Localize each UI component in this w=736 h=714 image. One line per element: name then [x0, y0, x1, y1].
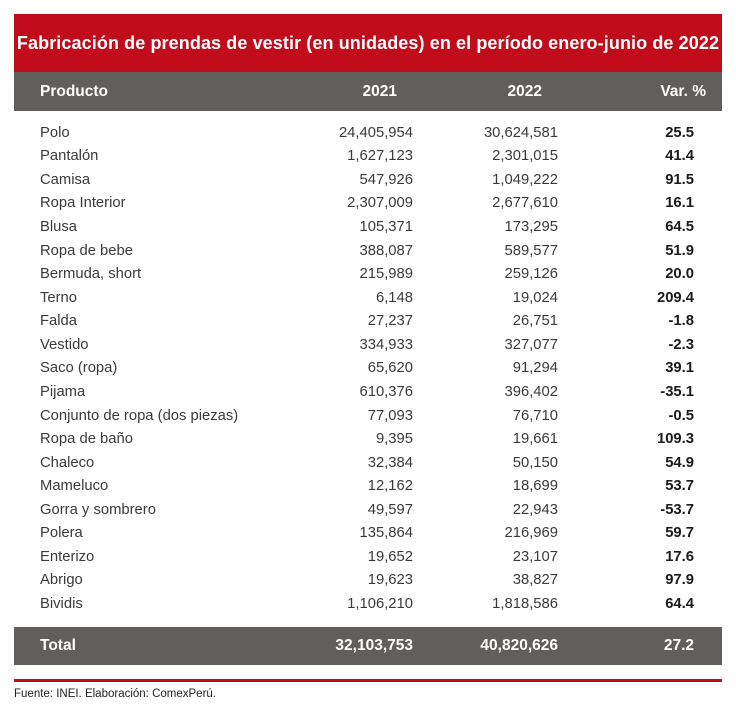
table-header-row	[14, 72, 722, 111]
value-2022-cell: 2,677,610	[492, 195, 558, 212]
product-name-cell: Polo	[40, 124, 70, 141]
value-2022-cell: 2,301,015	[492, 148, 558, 165]
table-row	[14, 498, 722, 522]
table-row	[14, 239, 722, 263]
table-body	[14, 111, 722, 616]
value-2021-cell: 49,597	[367, 501, 413, 518]
value-2022-cell: 589,577	[504, 242, 558, 259]
value-2022-cell: 1,049,222	[492, 171, 558, 188]
table-row	[14, 310, 722, 334]
table-row	[14, 145, 722, 169]
product-name-cell: Gorra y sombrero	[40, 501, 156, 518]
table-row	[14, 215, 722, 239]
value-2021-cell: 24,405,954	[338, 124, 413, 141]
var-pct-cell: -35.1	[660, 383, 694, 400]
product-name-cell: Falda	[40, 313, 78, 330]
value-2021-cell: 334,933	[359, 336, 413, 353]
table-title: Fabricación de prendas de vestir (en unidades) en el período enero-junio de 2022	[16, 32, 720, 53]
table-row	[14, 474, 722, 498]
var-pct-cell: -0.5	[668, 407, 694, 424]
value-2021-cell: 32,384	[367, 454, 413, 471]
value-2021-cell: 9,395	[375, 431, 413, 448]
table-row	[14, 192, 722, 216]
product-name-cell: Polera	[40, 525, 83, 542]
var-pct-cell: 20.0	[665, 266, 694, 283]
table-row	[14, 522, 722, 546]
value-2021-cell: 215,989	[359, 266, 413, 283]
var-pct-cell: 39.1	[665, 360, 694, 377]
value-2021-cell: 135,864	[359, 525, 413, 542]
product-name-cell: Abrigo	[40, 572, 83, 589]
table-row	[14, 451, 722, 475]
value-2022-cell: 19,024	[512, 289, 558, 306]
source-note: Fuente: INEI. Elaboración: ComexPerú.	[14, 687, 216, 700]
value-2021-cell: 12,162	[367, 478, 413, 495]
var-pct-cell: 41.4	[665, 148, 694, 165]
table-row	[14, 545, 722, 569]
var-pct-cell: 16.1	[665, 195, 694, 212]
table-row	[14, 286, 722, 310]
value-2022-cell: 76,710	[512, 407, 558, 424]
var-pct-cell: 25.5	[665, 124, 694, 141]
value-2022-cell: 38,827	[512, 572, 558, 589]
column-header-2022: 2022	[507, 82, 542, 100]
var-pct-cell: 97.9	[665, 572, 694, 589]
var-pct-cell: 91.5	[665, 171, 694, 188]
product-name-cell: Bividis	[40, 596, 83, 613]
product-name-cell: Enterizo	[40, 548, 95, 565]
value-2022-cell: 259,126	[504, 266, 558, 283]
var-pct-cell: 109.3	[656, 431, 694, 448]
value-2021-cell: 610,376	[359, 383, 413, 400]
table-row	[14, 357, 722, 381]
var-pct-cell: 59.7	[665, 525, 694, 542]
product-name-cell: Pijama	[40, 383, 86, 400]
var-pct-cell: 54.9	[665, 454, 694, 471]
value-2022-cell: 173,295	[504, 219, 558, 236]
table-row	[14, 380, 722, 404]
table-row	[14, 569, 722, 593]
value-2022-cell: 396,402	[504, 383, 558, 400]
value-2021-cell: 77,093	[367, 407, 413, 424]
table-total-row	[14, 627, 722, 665]
total-label: Total	[40, 636, 76, 654]
product-name-cell: Ropa de baño	[40, 431, 133, 448]
product-name-cell: Bermuda, short	[40, 266, 142, 283]
value-2021-cell: 19,652	[367, 548, 413, 565]
var-pct-cell: 64.4	[665, 596, 694, 613]
value-2022-cell: 91,294	[512, 360, 558, 377]
value-2022-cell: 30,624,581	[483, 124, 558, 141]
value-2022-cell: 1,818,586	[492, 596, 558, 613]
table-row	[14, 404, 722, 428]
var-pct-cell: 53.7	[665, 478, 694, 495]
column-header-var-pct: Var. %	[660, 82, 706, 100]
product-name-cell: Vestido	[40, 336, 89, 353]
value-2021-cell: 1,627,123	[347, 148, 413, 165]
var-pct-cell: -53.7	[660, 501, 694, 518]
var-pct-cell: 17.6	[665, 548, 694, 565]
column-header-2021: 2021	[362, 82, 397, 100]
value-2021-cell: 105,371	[359, 219, 413, 236]
value-2021-cell: 65,620	[367, 360, 413, 377]
product-name-cell: Camisa	[40, 171, 91, 188]
product-name-cell: Pantalón	[40, 148, 99, 165]
table-row	[14, 121, 722, 145]
product-name-cell: Saco (ropa)	[40, 360, 118, 377]
value-2022-cell: 23,107	[512, 548, 558, 565]
table-row	[14, 427, 722, 451]
value-2021-cell: 27,237	[367, 313, 413, 330]
value-2022-cell: 18,699	[512, 478, 558, 495]
var-pct-cell: 51.9	[665, 242, 694, 259]
product-name-cell: Blusa	[40, 219, 78, 236]
value-2022-cell: 327,077	[504, 336, 558, 353]
value-2022-cell: 22,943	[512, 501, 558, 518]
var-pct-cell: -2.3	[668, 336, 694, 353]
product-name-cell: Conjunto de ropa (dos piezas)	[40, 407, 239, 424]
value-2021-cell: 2,307,009	[347, 195, 413, 212]
table-row	[14, 262, 722, 286]
table-row	[14, 168, 722, 192]
total-value-2021: 32,103,753	[335, 636, 413, 654]
table-row	[14, 592, 722, 616]
value-2021-cell: 547,926	[359, 171, 413, 188]
value-2022-cell: 50,150	[512, 454, 558, 471]
column-header-producto: Producto	[40, 82, 109, 100]
value-2022-cell: 19,661	[512, 431, 558, 448]
total-value-2022: 40,820,626	[480, 636, 558, 654]
value-2021-cell: 6,148	[375, 289, 413, 306]
total-var-pct: 27.2	[663, 636, 694, 654]
product-name-cell: Chaleco	[40, 454, 95, 471]
var-pct-cell: 64.5	[665, 219, 694, 236]
divider-line	[14, 679, 722, 682]
product-name-cell: Ropa Interior	[40, 195, 126, 212]
product-name-cell: Mameluco	[40, 478, 109, 495]
product-name-cell: Terno	[40, 289, 78, 306]
table-title-banner	[14, 14, 722, 72]
value-2022-cell: 26,751	[512, 313, 558, 330]
var-pct-cell: 209.4	[656, 289, 694, 306]
product-name-cell: Ropa de bebe	[40, 242, 133, 259]
table-row	[14, 333, 722, 357]
value-2021-cell: 19,623	[367, 572, 413, 589]
value-2021-cell: 1,106,210	[347, 596, 413, 613]
var-pct-cell: -1.8	[668, 313, 694, 330]
value-2022-cell: 216,969	[504, 525, 558, 542]
value-2021-cell: 388,087	[359, 242, 413, 259]
